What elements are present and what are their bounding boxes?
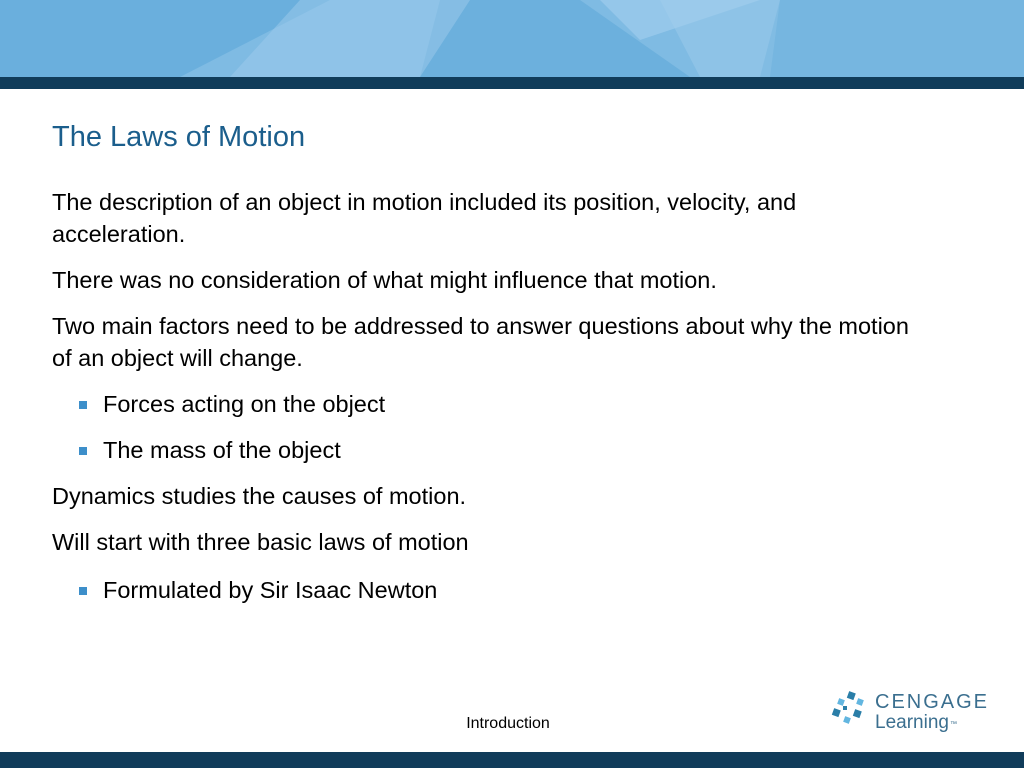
footer-section-label: Introduction xyxy=(466,715,550,732)
trademark-symbol: ™ xyxy=(949,721,957,728)
square-bullet-icon xyxy=(79,587,87,595)
logo-wordmark-top: CENGAGE xyxy=(875,691,990,713)
bullet-text: The mass of the object xyxy=(103,437,341,463)
bullet-text: Formulated by Sir Isaac Newton xyxy=(103,577,438,603)
paragraph-dynamics: Dynamics studies the causes of motion. xyxy=(52,483,467,509)
cengage-pinwheel-icon xyxy=(830,690,870,730)
header-pattern xyxy=(0,0,1024,77)
list-item xyxy=(103,434,932,466)
list-item xyxy=(103,574,932,606)
paragraph-no-consideration: There was no consideration of what might influence that motion. xyxy=(52,267,717,293)
logo-wordmark-bottom xyxy=(875,712,957,736)
list-item xyxy=(103,388,932,420)
logo-learning-text: Learning xyxy=(875,712,949,733)
slide-title: The Laws of Motion xyxy=(52,121,306,153)
header-rule xyxy=(0,77,1024,89)
bullet-text: Forces acting on the object xyxy=(103,391,386,417)
square-bullet-icon xyxy=(79,447,87,455)
cengage-logo xyxy=(830,688,990,738)
footer-bar xyxy=(0,752,1024,768)
paragraph-laws-intro: Will start with three basic laws of motion xyxy=(52,529,469,555)
header-band xyxy=(0,0,1024,77)
paragraph-description: The description of an object in motion included its position, velocity, and acceleration. xyxy=(52,189,797,247)
slide-body xyxy=(52,186,932,620)
square-bullet-icon xyxy=(79,401,87,409)
paragraph-two-factors: Two main factors need to be addressed to answer questions about why the motion of an object will change. xyxy=(52,313,909,371)
